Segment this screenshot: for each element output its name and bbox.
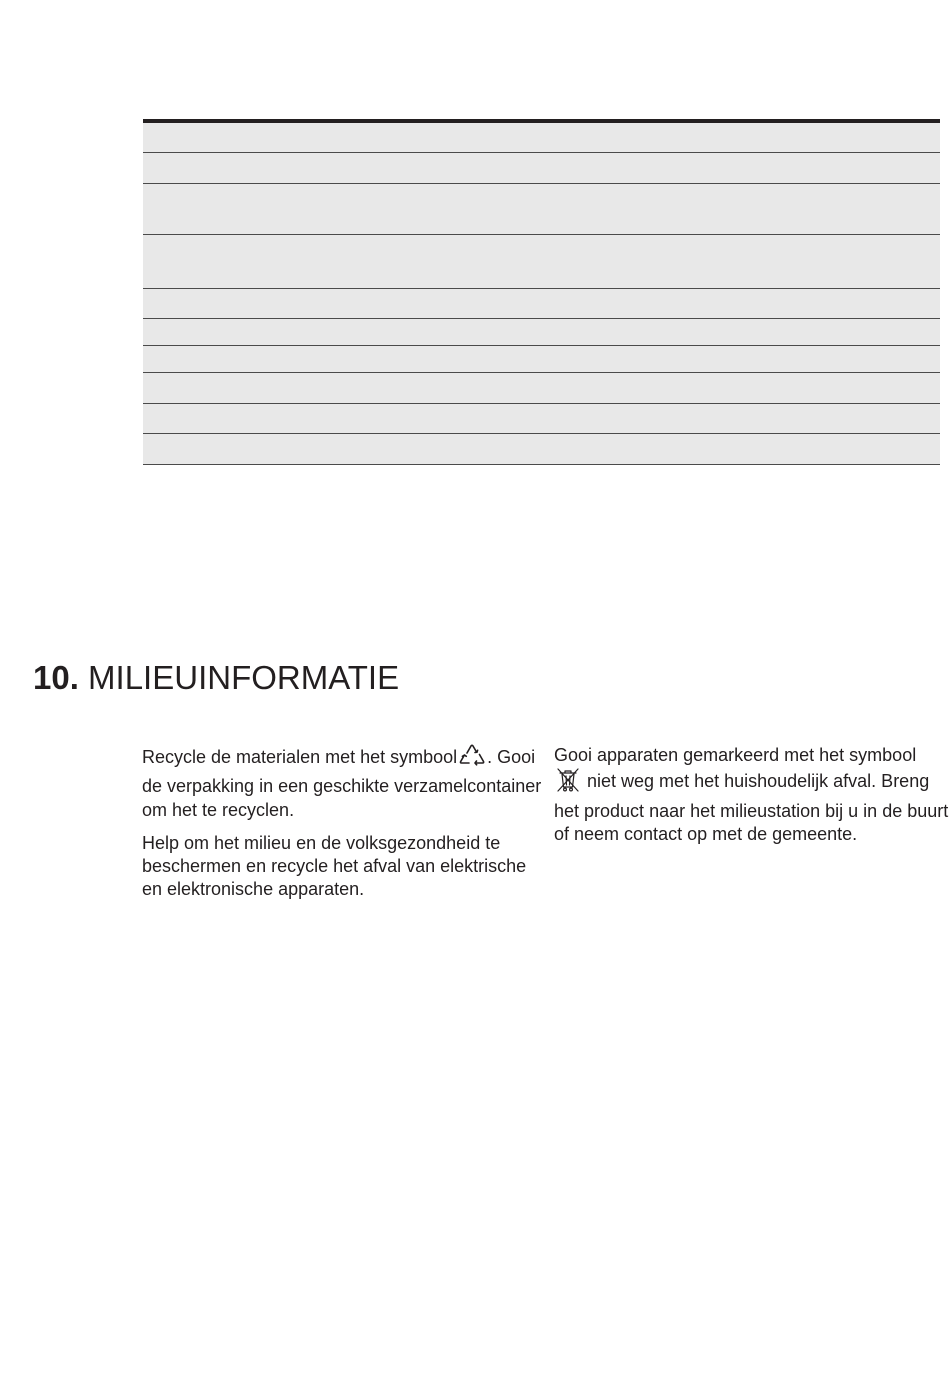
table-row [143,289,940,319]
left-column [142,743,542,912]
recycle-icon [457,743,487,775]
section-number: 10. [33,659,79,696]
right-column [554,744,949,856]
table-row [143,235,940,289]
crossed-out-bin-icon [554,767,582,799]
table-row [143,153,940,184]
table-row [143,373,940,404]
table-row [143,404,940,434]
table-row [143,434,940,465]
recycle-paragraph [142,743,542,822]
table-row [143,184,940,235]
weee-paragraph: Help om het milieu en de volksgezondheid te beschermen en recycle het afval van elektrische en elektronische apparaten. [142,832,527,900]
table-row [143,346,940,373]
disposal-text-start: Gooi apparaten gemarkeerd met het symbool [554,745,917,765]
table-row [143,319,940,346]
section-title: MILIEUINFORMATIE [88,659,400,696]
disposal-paragraph [554,744,949,846]
disposal-text-end: niet weg met het huishoudelijk afval. Breng het product naar het milieustation bij u in de buurt of neem contact op met de gemeente. [554,771,949,844]
recycle-text-start: Recycle de materialen met het symbool [142,747,458,767]
spec-table [143,119,940,465]
recycle-text-end: . Gooi de verpakking in een geschikte verzamelcontainer om het te recyclen. [142,747,542,820]
table-row [143,123,940,153]
section-heading [33,656,399,700]
